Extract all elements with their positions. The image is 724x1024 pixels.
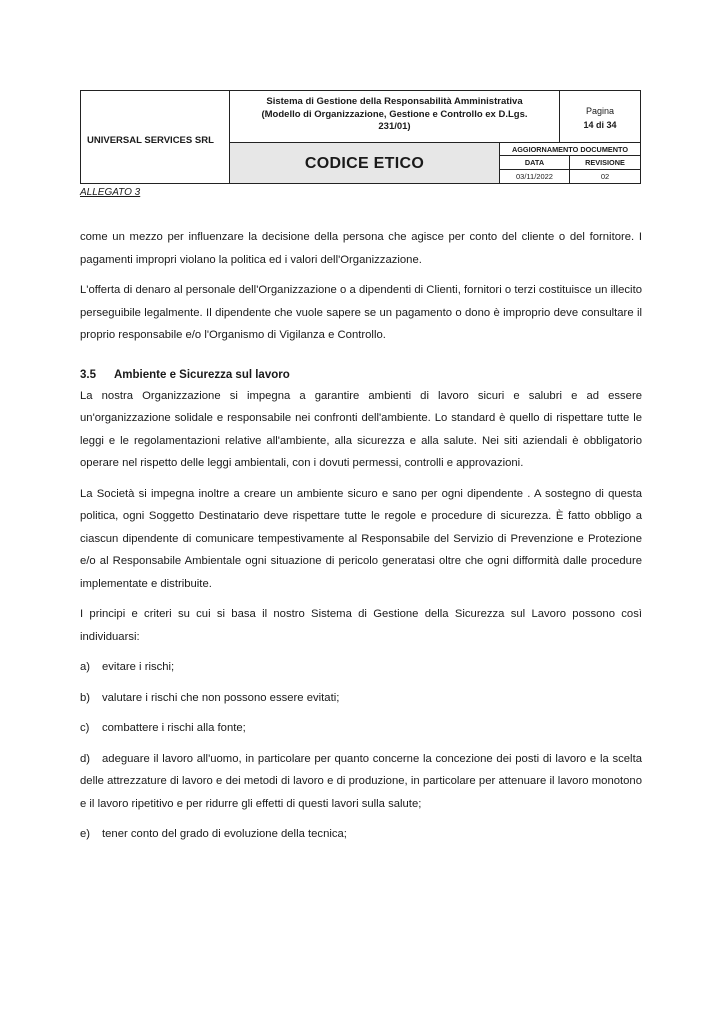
- paragraph: L'offerta di denaro al personale dell'Organizzazione o a dipendenti di Clienti, fornitori o terzi costituisce un illecito perseguibile legalmente. Il dipendente che vuole sapere se un pagamento o dono è improprio deve consultare il proprio responsabile e/o l'Organismo di Vigilanza e Controllo.: [80, 284, 642, 341]
- list-text: combattere i rischi alla fonte;: [102, 722, 246, 734]
- section-number: 3.5: [80, 368, 96, 381]
- document-header-table: [80, 90, 641, 184]
- date-label: DATA: [500, 156, 570, 170]
- list-marker: b): [80, 691, 91, 704]
- attachment-label: ALLEGATO 3: [80, 187, 141, 198]
- revision-value: 02: [600, 172, 610, 181]
- paragraph: La nostra Organizzazione si impegna a garantire ambienti di lavoro sicuri e salubri e ad essere un'organizzazione solidale e responsabile nei confronti dell'ambiente. Lo standard è quello di rispettare tutte le leggi e le regolamentazioni relative all'ambiente, alla sicurezza e alla salute. Nei siti aziendali è obbligatorio operare nel rispetto delle leggi ambientali, con i dovuti permessi, controlli e approvazioni.: [80, 389, 642, 469]
- list-marker: a): [80, 661, 91, 673]
- page-value: 14 di 34: [583, 120, 617, 130]
- list-text: valutare i rischi che non possono essere evitati;: [102, 691, 340, 704]
- document-body: [80, 226, 642, 854]
- system-title-line-2: (Modello di Organizzazione, Gestione e Controllo ex D.Lgs.: [261, 108, 528, 120]
- update-label: AGGIORNAMENTO DOCUMENTO: [500, 143, 640, 156]
- revision-label: REVISIONE: [570, 156, 640, 170]
- list-text: adeguare il lavoro all'uomo, in particolare per quanto concerne la concezione dei posti di lavoro e la scelta delle attrezzature di lavoro e dei metodi di lavoro e di produzione, in particolare per attenuare il lavoro monotono e il lavoro ripetitivo e per ridurre gli effetti di questi lavori sulla salute;: [80, 752, 642, 810]
- date-value: 03/11/2022: [500, 170, 570, 183]
- list-item: [80, 748, 642, 816]
- list-text: evitare i rischi;: [102, 661, 175, 673]
- section-heading: [80, 365, 642, 385]
- page-counter: [560, 91, 640, 143]
- section-title: Ambiente e Sicurezza sul lavoro: [114, 368, 290, 381]
- paragraph: La Società si impegna inoltre a creare un ambiente sicuro e sano per ogni dipendente . A sostegno di questa politica, ogni Soggetto Destinatario deve rispettare tutte le regole e procedure di sicurezza. È fatto obbligo a ciascun dipendente di comunicare tempestivamente al Responsabile del Servizio di Prevenzione e Protezione e/o al Responsabile Ambientale ogni situazione di pericolo generatasi oltre che ogni difformità dalle procedure implementate e distribuite.: [80, 487, 642, 590]
- list-text: tener conto del grado di evoluzione della tecnica;: [102, 828, 347, 840]
- list-item: [80, 717, 642, 740]
- system-title-line-3: 231/01): [378, 121, 411, 132]
- list-item: [80, 823, 642, 846]
- paragraph: come un mezzo per influenzare la decisione della persona che agisce per conto del cliente o del fornitore. I pagamenti impropri violano la politica ed i valori dell'Organizzazione.: [80, 231, 642, 266]
- paragraph: I principi e criteri su cui si basa il nostro Sistema di Gestione della Sicurezza sul Lavoro possono così individuarsi:: [80, 608, 642, 643]
- list-marker: d): [80, 752, 91, 765]
- list-item: [80, 687, 642, 710]
- page-label: Pagina: [585, 106, 615, 116]
- list-item: [80, 656, 642, 679]
- list-marker: c): [80, 722, 90, 734]
- document-title: CODICE ETICO: [230, 143, 500, 183]
- system-title: [230, 91, 560, 143]
- company-name: UNIVERSAL SERVICES SRL: [81, 91, 230, 183]
- list-marker: e): [80, 828, 91, 840]
- system-title-line-1: Sistema di Gestione della Responsabilità Amministrativa: [266, 96, 523, 107]
